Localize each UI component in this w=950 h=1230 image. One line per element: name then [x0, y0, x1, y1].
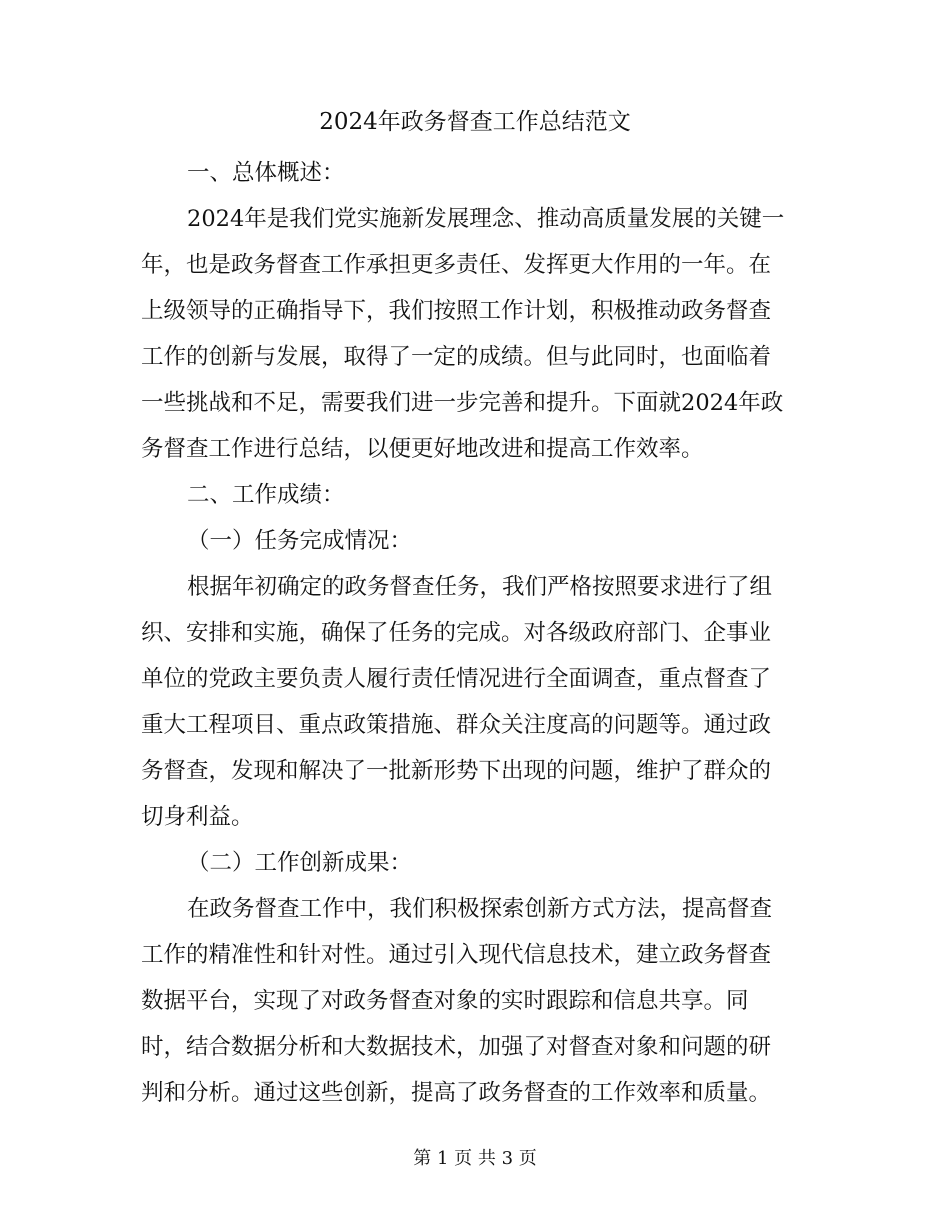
subsection-heading-tasks: （一）任务完成情况： [187, 528, 413, 554]
paragraph-line: 工作的创新与发展，取得了一定的成绩。但与此同时，也面临着 [141, 344, 772, 370]
paragraph-line: 工作的精准性和针对性。通过引入现代信息技术，建立政务督查 [141, 942, 772, 968]
subsection-heading-innovation: （二）工作创新成果： [187, 850, 413, 876]
paragraph-line: 数据平台，实现了对政务督查对象的实时跟踪和信息共享。同 [141, 988, 749, 1014]
paragraph-line: 织、安排和实施，确保了任务的完成。对各级政府部门、企事业 [141, 620, 772, 646]
section-heading-overview: 一、总体概述： [187, 160, 345, 186]
paragraph-line: 务督查，发现和解决了一批新形势下出现的问题，维护了群众的 [141, 758, 772, 784]
paragraph-line: 务督查工作进行总结，以便更好地改进和提高工作效率。 [141, 436, 704, 462]
paragraph-line: 一些挑战和不足，需要我们进一步完善和提升。下面就2024年政 [141, 390, 784, 416]
paragraph-line: 重大工程项目、重点政策措施、群众关注度高的问题等。通过政 [141, 712, 772, 738]
paragraph-line: 判和分析。通过这些创新，提高了政务督查的工作效率和质量。 [141, 1080, 772, 1106]
paragraph-line: 时，结合数据分析和大数据技术，加强了对督查对象和问题的研 [141, 1034, 772, 1060]
paragraph-line: 在政务督查工作中，我们积极探索创新方式方法，提高督查 [187, 896, 773, 922]
section-heading-achievements: 二、工作成绩： [187, 482, 345, 508]
paragraph-line: 切身利益。 [141, 804, 254, 830]
page-number-footer: 第 1 页 共 3 页 [413, 1148, 537, 1169]
paragraph-line: 根据年初确定的政务督查任务，我们严格按照要求进行了组 [187, 574, 773, 600]
paragraph-line: 2024年是我们党实施新发展理念、推动高质量发展的关键一 [187, 206, 785, 232]
document-title: 2024年政务督查工作总结范文 [319, 109, 631, 135]
paragraph-line: 年，也是政务督查工作承担更多责任、发挥更大作用的一年。在 [141, 252, 772, 278]
paragraph-line: 单位的党政主要负责人履行责任情况进行全面调查，重点督查了 [141, 666, 772, 692]
paragraph-line: 上级领导的正确指导下，我们按照工作计划，积极推动政务督查 [141, 298, 772, 324]
